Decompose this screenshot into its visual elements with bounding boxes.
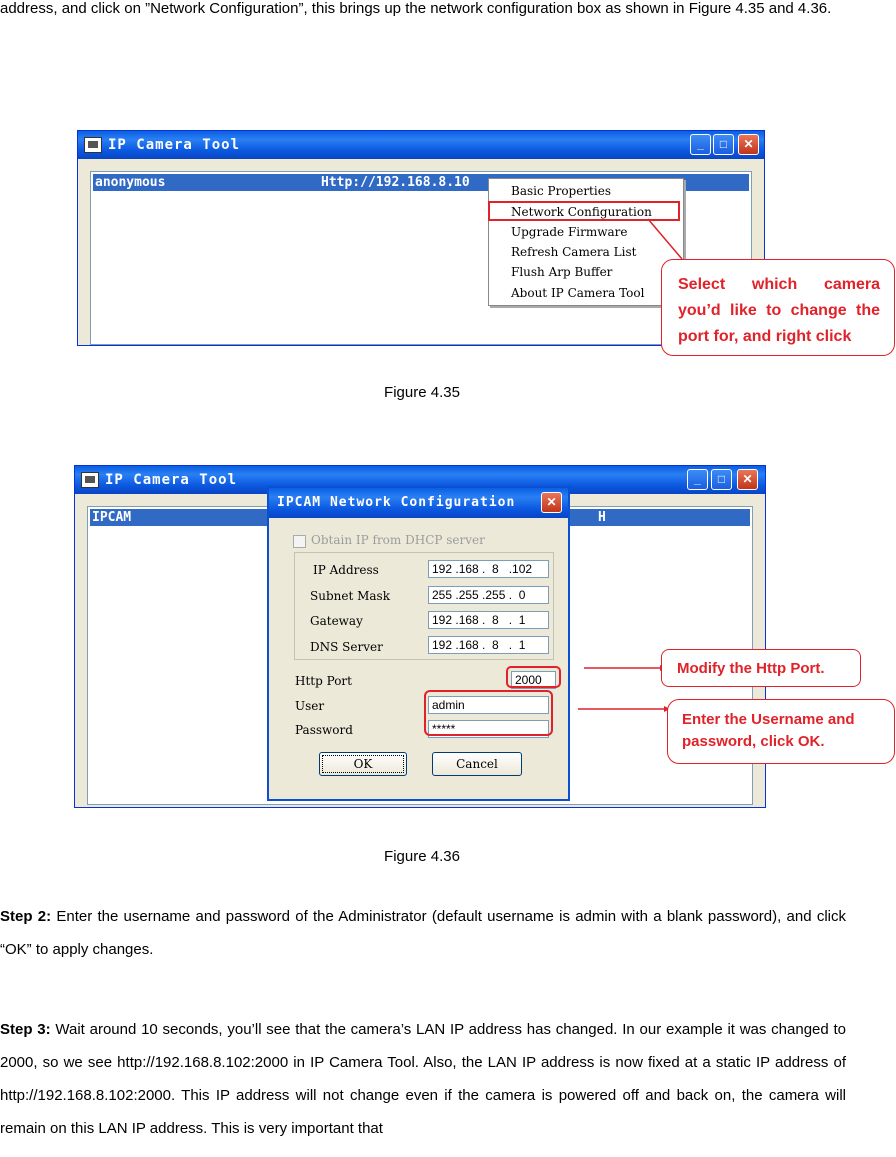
minimize-button[interactable]: _ — [690, 134, 711, 155]
http-port-label: Http Port — [295, 674, 352, 688]
close-button[interactable]: ✕ — [737, 469, 758, 490]
menu-item-network-configuration[interactable]: Network Configuration — [511, 205, 652, 219]
intro-paragraph: address, and click on ”Network Configuration”, this brings up the network configuration box as shown in Figure 4.35 and 4.36. — [0, 0, 832, 17]
subnet-mask-field[interactable]: 255 .255 .255 . 0 — [428, 586, 549, 604]
callout-enter-credentials-text: Enter the Username and password, click OK. — [682, 711, 855, 750]
ip-address-label: IP Address — [313, 563, 379, 577]
dialog-title: IPCAM Network Configuration — [277, 495, 516, 510]
camera-url: Http://192.168.8.10 — [321, 175, 470, 190]
gateway-label: Gateway — [310, 614, 363, 628]
step-3-paragraph — [0, 1013, 846, 1145]
title-bar — [78, 131, 764, 159]
network-configuration-dialog — [267, 486, 570, 801]
figure-caption-2: Figure 4.36 — [384, 848, 460, 865]
dhcp-checkbox[interactable] — [293, 535, 306, 548]
dialog-close-button[interactable]: ✕ — [541, 492, 562, 513]
camera-url-suffix: H — [598, 510, 606, 525]
figure-caption-1: Figure 4.35 — [384, 384, 460, 401]
maximize-button[interactable]: □ — [711, 469, 732, 490]
callout-arrow-1 — [640, 215, 690, 265]
password-field[interactable]: ***** — [428, 720, 549, 738]
user-field[interactable]: admin — [428, 696, 549, 714]
window-title: IP Camera Tool — [108, 137, 241, 153]
cancel-button[interactable]: Cancel — [432, 752, 522, 776]
dns-server-label: DNS Server — [310, 640, 383, 654]
minimize-button[interactable]: _ — [687, 469, 708, 490]
gateway-field[interactable]: 192 .168 . 8 . 1 — [428, 611, 549, 629]
callout-right-click — [661, 259, 895, 356]
callout-enter-credentials — [667, 699, 895, 764]
step-2-label: Step 2: — [0, 908, 52, 925]
step-2-paragraph — [0, 900, 846, 966]
menu-item-about[interactable]: About IP Camera Tool — [511, 286, 645, 300]
dns-server-field[interactable]: 192 .168 . 8 . 1 — [428, 636, 549, 654]
ip-address-field[interactable]: 192 .168 . 8 .102 — [428, 560, 549, 578]
http-port-field[interactable]: 2000 — [511, 671, 556, 689]
ok-button[interactable]: OK — [319, 752, 407, 776]
step-3-text: Wait around 10 seconds, you’ll see that the camera’s LAN IP address has changed. In our example it was changed to 2000, so we see http://192.168.8.102:2000 in IP Camera Tool. Also, the LAN IP address is now fixed at a static IP address of http://192.168.8.102:2000. This IP address will not change even if the camera is powered off and back on, the camera will remain on this LAN IP address. This is very important that — [0, 1021, 846, 1137]
camera-app-icon — [84, 137, 102, 153]
subnet-mask-label: Subnet Mask — [310, 589, 390, 603]
menu-item-refresh-camera-list[interactable]: Refresh Camera List — [511, 245, 637, 259]
dialog-title-bar — [269, 488, 568, 518]
close-button[interactable]: ✕ — [738, 134, 759, 155]
callout-modify-port-text: Modify the Http Port. — [677, 660, 825, 677]
password-label: Password — [295, 723, 353, 737]
user-label: User — [295, 699, 325, 713]
camera-app-icon — [81, 472, 99, 488]
camera-name: anonymous — [95, 175, 166, 190]
callout-arrows-2 — [576, 660, 672, 716]
menu-item-flush-arp-buffer[interactable]: Flush Arp Buffer — [511, 265, 613, 279]
dhcp-label: Obtain IP from DHCP server — [311, 533, 485, 547]
maximize-button[interactable]: □ — [713, 134, 734, 155]
step-3-label: Step 3: — [0, 1021, 51, 1038]
credentials-highlight — [424, 690, 553, 736]
callout-modify-port — [661, 649, 861, 687]
http-port-highlight — [506, 666, 561, 688]
menu-item-upgrade-firmware[interactable]: Upgrade Firmware — [511, 225, 628, 239]
step-2-text: Enter the username and password of the Administrator (default username is admin with a blank password), and click “OK” to apply changes. — [0, 908, 846, 958]
menu-item-basic-properties[interactable]: Basic Properties — [511, 184, 611, 198]
callout-right-click-text: Select which camera you’d like to change the port for, and right click — [678, 276, 880, 345]
window-title: IP Camera Tool — [105, 472, 238, 488]
camera-name: IPCAM — [92, 510, 132, 525]
